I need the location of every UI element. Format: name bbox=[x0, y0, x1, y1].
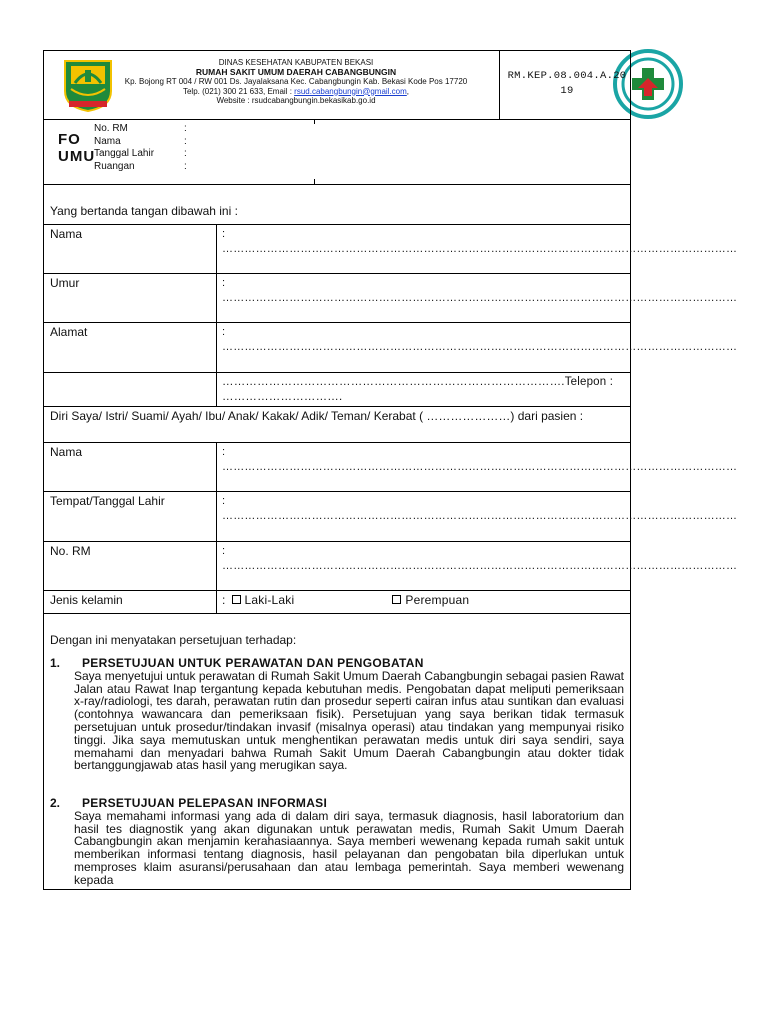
section-number: 1. bbox=[50, 656, 61, 670]
patient-rm-row bbox=[44, 541, 738, 591]
contact-line bbox=[116, 87, 476, 97]
value-cell[interactable] bbox=[216, 323, 738, 373]
row-label: Tempat/Tanggal Lahir bbox=[50, 494, 165, 508]
row-label: Nama bbox=[50, 445, 83, 459]
fill-in-dots[interactable]: : ………………………………………………………………………………………………………………………… bbox=[222, 545, 738, 572]
gender-cell bbox=[216, 591, 470, 613]
gender-options bbox=[222, 593, 622, 608]
value-cell[interactable] bbox=[216, 542, 738, 591]
statement-text: Dengan ini menyatakan persetujuan terhadap: bbox=[50, 633, 297, 647]
letterhead-text bbox=[116, 58, 476, 106]
website-text: Website : rsudcabangbungin.bekasikab.go.id bbox=[216, 96, 376, 105]
row-label: Nama bbox=[50, 227, 83, 241]
signer-address-row bbox=[44, 322, 738, 373]
male-label: Laki-Laki bbox=[244, 593, 295, 607]
value-cell[interactable] bbox=[216, 225, 738, 274]
row-label: No. RM bbox=[50, 544, 91, 558]
intro-text: Yang bertanda tangan dibawah ini : bbox=[50, 204, 238, 218]
field-separator: : bbox=[184, 160, 187, 172]
form-title bbox=[58, 131, 95, 165]
field-label: Ruangan bbox=[94, 160, 135, 172]
section-title: PERSETUJUAN PELEPASAN INFORMASI bbox=[82, 796, 328, 810]
signer-phone-row bbox=[44, 372, 630, 407]
gender-separator: : bbox=[222, 593, 226, 607]
section-body: Saya menyetujui untuk perawatan di Rumah Sakit Umum Daerah Cabangbungin sebagai pasien Rawat Jalan atau Rawat Inap tergantung kepada kebutuhan medis. Pengobatan dapat meliputi pemeriksaan x-ray/radiologi, tes darah, perawatan rutin dan prosedur seperti cairan infus atau suntikan dan evaluasi (contohnya wawancara dan pemeriksaan fisik). Persetujuan yang saya berikan tidak termasuk persetujuan untuk prosedur/tindakan invasif (misalnya operasi) atau tindakan yang mempunyai risiko tinggi. Jika saya memutuskan untuk menghentikan perawatan medis untuk diri saya sendiri, saya memahami dan menyadari bahwa Rumah Sakit Umum Daerah Cabangbungin atau dokter tidak bertanggungjawab atas hasil yang merugikan saya. bbox=[74, 668, 624, 773]
letterhead bbox=[44, 51, 630, 120]
value-cell[interactable] bbox=[216, 443, 738, 492]
contact-suffix: , bbox=[406, 86, 410, 96]
patient-id-row bbox=[94, 123, 187, 136]
hospital-address: Kp. Bojong RT 004 / RW 001 Ds. Jayalaksana Kec. Cabangbungin Kab. Bekasi Kode Pos 17720 bbox=[124, 77, 468, 86]
value-cell[interactable] bbox=[216, 274, 738, 323]
relation-text: Diri Saya/ Istri/ Suami/ Ayah/ Ibu/ Anak/ Kakak/ Adik/ Teman/ Kerabat ( …………………) dari pasien : bbox=[50, 409, 584, 423]
field-separator: : bbox=[184, 135, 187, 147]
fill-in-dots[interactable]: : ………………………………………………………………………………………………………………………… bbox=[222, 495, 738, 522]
tick-mark bbox=[314, 179, 315, 184]
consent-form bbox=[43, 50, 738, 890]
row-label: Umur bbox=[50, 276, 80, 290]
signer-name-row bbox=[44, 224, 738, 274]
patient-name-row bbox=[44, 442, 738, 492]
field-separator: : bbox=[184, 123, 187, 134]
form-title-line2: UMU bbox=[58, 148, 96, 165]
patient-id-row bbox=[94, 136, 187, 149]
tick-mark bbox=[314, 119, 315, 124]
gender-row bbox=[44, 590, 630, 614]
row-label: Jenis kelamin bbox=[50, 593, 123, 607]
patient-id-box bbox=[44, 119, 630, 185]
patient-id-row bbox=[94, 148, 187, 161]
row-label: Alamat bbox=[50, 325, 88, 339]
field-label: No. RM bbox=[94, 123, 128, 134]
fill-in-dots[interactable]: : ………………………………………………………………………………………………………………………… bbox=[222, 446, 738, 473]
field-label: Nama bbox=[94, 135, 121, 147]
female-label: Perempuan bbox=[405, 593, 470, 607]
field-separator: : bbox=[184, 148, 187, 159]
fill-in-dots[interactable]: : ………………………………………………………………………………………………………………………… bbox=[222, 228, 738, 255]
fill-in-dots[interactable]: : ………………………………………………………………………………………………………………………… bbox=[222, 277, 738, 304]
bekasi-regency-logo-icon bbox=[61, 57, 115, 113]
form-title-line1: FO bbox=[58, 131, 81, 148]
form-code-line2: 19 bbox=[560, 85, 574, 97]
phone-text: Telp. (021) 300 21 633, Email : bbox=[182, 86, 295, 96]
phone-fill-in[interactable]: …………………………………………………………………………….Telepon : …………………………. bbox=[222, 376, 614, 403]
relation-row bbox=[44, 406, 630, 443]
section-treatment-consent bbox=[50, 657, 624, 772]
agency-name: DINAS KESEHATAN KABUPATEN BEKASI bbox=[218, 58, 374, 67]
hospital-name: RUMAH SAKIT UMUM DAERAH CABANGBUNGIN bbox=[195, 66, 397, 77]
signer-age-row bbox=[44, 273, 738, 323]
section-title: PERSETUJUAN UNTUK PERAWATAN DAN PENGOBATAN bbox=[82, 656, 424, 670]
value-cell[interactable] bbox=[216, 492, 738, 542]
section-information-release bbox=[50, 797, 624, 890]
patient-id-fields bbox=[94, 123, 187, 173]
value-cell[interactable] bbox=[216, 373, 614, 407]
section-number: 2. bbox=[50, 796, 61, 810]
form-code-line1: RM.KEP.08.004.A.20 bbox=[507, 70, 627, 82]
fill-in-dots[interactable]: : ………………………………………………………………………………………………………………………… bbox=[222, 326, 738, 353]
header-divider bbox=[499, 51, 500, 119]
field-label: Tanggal Lahir bbox=[94, 148, 155, 159]
email-link[interactable]: rsud.cabangbungin@gmail.com bbox=[294, 86, 407, 96]
patient-birth-row bbox=[44, 491, 738, 542]
male-checkbox[interactable] bbox=[232, 595, 241, 604]
patient-id-row bbox=[94, 161, 187, 174]
female-checkbox[interactable] bbox=[392, 595, 401, 604]
section-body: Saya memahami informasi yang ada di dalam diri saya, termasuk diagnosis, hasil laboratorium dan hasil tes diagnostik yang akan digunakan untuk perawatan medis, Rumah Sakit Umum Daerah Cabangbungin akan menjamin kerahasiaannya. Saya memberi wewenang kepada rumah sakit untuk memberikan informasi tentang diagnosis, hasil pelayanan dan pengobatan bila diperlukan untuk memproses klaim asuransi/perusahaan dan atau lembaga pemerintah. Saya memberi wewenang kepada bbox=[74, 809, 624, 887]
form-code bbox=[502, 69, 632, 99]
